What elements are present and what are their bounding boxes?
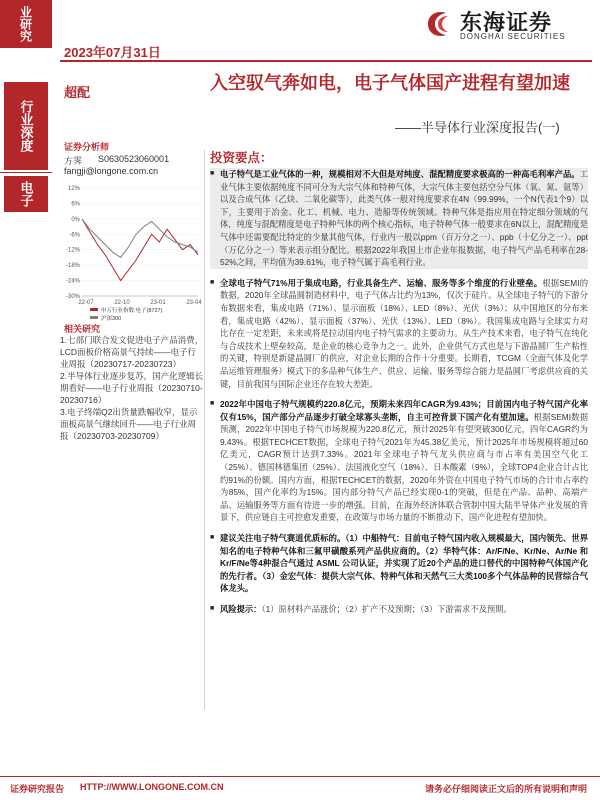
y-tick-label: -12% bbox=[65, 247, 80, 254]
highlight-lead: 全球电子特气71%用于集成电路，行业具备生产、运输、服务等多个维度的行业壁垒。 bbox=[220, 277, 543, 288]
analyst-label: 证券分析师 bbox=[64, 142, 110, 152]
report-subtitle: ——半导体行业深度报告(一) bbox=[395, 120, 560, 135]
x-tick-label: 22-10 bbox=[114, 300, 130, 306]
footer-website-link[interactable]: HTTP://WWW.LONGONE.COM.CN bbox=[80, 782, 224, 792]
report-title: 入空驭气奔如电，电子气体国产进程有望加速 bbox=[210, 73, 570, 93]
y-tick-label: -18% bbox=[65, 263, 80, 270]
related-research-list bbox=[60, 334, 204, 442]
footer-disclaimer: 请务必仔细阅读正文后的所有说明和声明 bbox=[425, 784, 588, 794]
company-logo bbox=[424, 6, 594, 42]
risk-body: （1）原材料产品涨价；（2）扩产不及预期；（3）下游需求不及预期。 bbox=[261, 604, 512, 614]
logo-text-cn: 东海证券 bbox=[460, 10, 553, 35]
analyst-email[interactable]: fangji@longone.com.cn bbox=[64, 166, 159, 176]
logo-text-en: DONGHAI SECURITIES bbox=[460, 32, 566, 41]
highlight-body: 根据SEMI数据预测，2022年中国电子特气市场规模为220.8亿元，预计2025年有望突破300亿元，四年CAGR约为9.43%。根据TECHCET数据，全球电子特气2021年为45.38亿美元，预计2025年市场规模将超过60亿美元，CAGR预计达到7.33%。2021年全球电子特气龙头供应商与市占率有美国空气化工（25%）、德国林德集团（25%）、法国液化空气（18%）、日本酸素（9%），全球TOP4企业合计占比约91%的份额。国内方面，根据TECHCET的数据，2020年外资在中国电子特气市场的合计市占率约为85%，国产化率约为15%。国内部分特气产品已经实现0-1的突破，但是在产品、品种、高端产品、运输服务等方面有待进一步的增强。目前，在海外经济体联合管制中国大陆半导体产业发展的背景下，供应链自主可控愈发重要，在政策与市场力量的不断推动下，国产化进程有望加快。 bbox=[220, 411, 588, 523]
risk-warning bbox=[210, 603, 588, 616]
highlight-lead: 电子特气是工业气体的一种，规模相对不大但是对纯度、混配精度要求极高的一种高毛利率产品。 bbox=[220, 169, 580, 179]
legend-swatch bbox=[90, 316, 98, 319]
column-divider bbox=[204, 150, 205, 710]
rating-badge: 超配 bbox=[64, 85, 91, 100]
analyst-name: 方霁 bbox=[64, 156, 83, 166]
report-date: 2023年07月31日 bbox=[64, 45, 161, 60]
mini-chart-svg bbox=[60, 182, 202, 332]
highlight-paragraph bbox=[210, 398, 588, 524]
footer-divider bbox=[0, 776, 600, 777]
y-tick-label: 0% bbox=[71, 216, 80, 223]
side-tab-industry: 电子 bbox=[4, 176, 48, 212]
highlight-paragraph bbox=[210, 168, 588, 269]
x-tick-label: 22-07 bbox=[78, 300, 94, 306]
y-tick-label: -6% bbox=[69, 232, 80, 239]
footer-report-type: 证券研究报告 bbox=[10, 784, 65, 794]
x-tick-label: 23-01 bbox=[150, 300, 166, 306]
highlight-lead: 2022年中国电子特气规模约220.8亿元，预期未来四年CAGR为9.43%；目前国内电子特气国产化率仅有15%，国产部分产品逐步打破全球寡头垄断，自主可控背景下国产化有望加速。 bbox=[220, 399, 588, 422]
analyst-license-id: S0630523060001 bbox=[98, 154, 170, 164]
index-performance-chart bbox=[60, 182, 202, 332]
highlight-body: 根据SEMI的数据，2020年全球晶圆制造材料中，电子气体占比约为13%，仅次于硅片。从全球电子特气的下游分布数据来看，集成电路（71%）、显示面板（18%）、LED（8%）、光伏（3%）；从中国地区的分布来看，集成电路（42%）、显示面板（37%）、光伏（13%）、LED（8%）。我国集成电路与全球实力对比存在一定差距，未来或将是拉动国内电子特气需求的主要动力。从生产技术来看，电子特气在纯化与合成技术上壁垒较高，是企业的核心竞争力之一。此外，企业供气方式也是与下游晶圆厂生产粘性的关键，特别是新建晶圆厂的供应，对企业长期的合作十分重要。长期看，TCGM（全面气体及化学品运维管理服务）模式下的多品种气体生产、供应、运输、服务等综合能力是晶圆厂考虑供应商的关键，目前我国与国际企业还存在较大差距。 bbox=[220, 277, 588, 389]
side-tab-separator bbox=[0, 172, 52, 173]
side-tab-report-type: 行业深度 bbox=[4, 82, 48, 170]
related-item[interactable]: 2.半导体行业逐步复苏，国产化逻辑长期看好——电子行业周报（20230710-20230716） bbox=[60, 371, 204, 405]
risk-lead: 风险提示： bbox=[220, 604, 262, 614]
highlight-body: 工业气体主要依据纯度不同可分为大宗气体和特种气体，大宗气体主要包括空分气体（氧、氮、氩等）以及合成气体（乙炔、二氧化碳等），此类气体一般对纯度要求在4N（99.99%，一个N代表1个9）以下，主要用于冶金、化工、机械、电力、造船等传统领域。特种气体是指应用在特定细分领域的气体，纯度与混配精度是电子特种气体的两个核心指标，电子特种气体一般要求在6N以上，混配精度是气体中还需要配比特定的少量其他气体，行业内一般以ppm（百万分之一）、ppb（十亿分之一）、ppt（万亿分之一）等来表示组分配比。根据2022年我国上市企业年报数据，电子特气产品毛利率在28-52%之间，平均值为39.61%，电子特气属于高毛利行业。 bbox=[220, 169, 588, 268]
investment-highlights bbox=[210, 168, 588, 624]
related-research-title: 相关研究 bbox=[64, 324, 101, 334]
top-category-tab: 业研究 bbox=[0, 0, 52, 48]
highlight-lead: 建议关注电子特气赛道优质标的。（1）中船特气：目前电子特气国内收入规模最大，国内领先、世界知名的电子特种气体和三氟甲磺酸系列产品供应商的。（2）华特气体：Ar/F/Ne、Kr/Ne、Ar/Ne 和Kr/F/Ne等4种混合气通过 ASML 公司认证，并实现了近20个产品的进口替代的中国特种气体国产化的先行者。（3）金宏气体：提供大宗气体、特种气体和天然气三大类100多个气体品种的民营综合气体龙头。 bbox=[220, 533, 588, 594]
related-item[interactable]: 1.七部门联合发文促进电子产品消费，LCD面板价格高景气持续——电子行业周报（20230717-20230723） bbox=[60, 335, 204, 369]
y-tick-label: 12% bbox=[67, 186, 80, 192]
header-divider bbox=[60, 60, 592, 62]
highlight-paragraph bbox=[210, 277, 588, 390]
series-line bbox=[82, 219, 198, 258]
legend-swatch bbox=[90, 308, 98, 311]
legend-label: 沪深300 bbox=[101, 316, 122, 322]
legend-label: 申万行业指数:电子(8727) bbox=[101, 308, 163, 314]
logo-mark-icon bbox=[424, 8, 454, 38]
y-tick-label: -30% bbox=[65, 294, 80, 300]
highlight-paragraph bbox=[210, 532, 588, 595]
investment-highlights-heading: 投资要点： bbox=[210, 151, 273, 165]
y-tick-label: 6% bbox=[71, 201, 80, 208]
related-item[interactable]: 3.电子终端Q2出货量跌幅收窄，显示面板高景气继续回升——电子行业周报（20230703-20230709） bbox=[60, 407, 198, 441]
y-tick-label: -24% bbox=[65, 278, 80, 285]
x-tick-label: 23-04 bbox=[186, 300, 202, 306]
